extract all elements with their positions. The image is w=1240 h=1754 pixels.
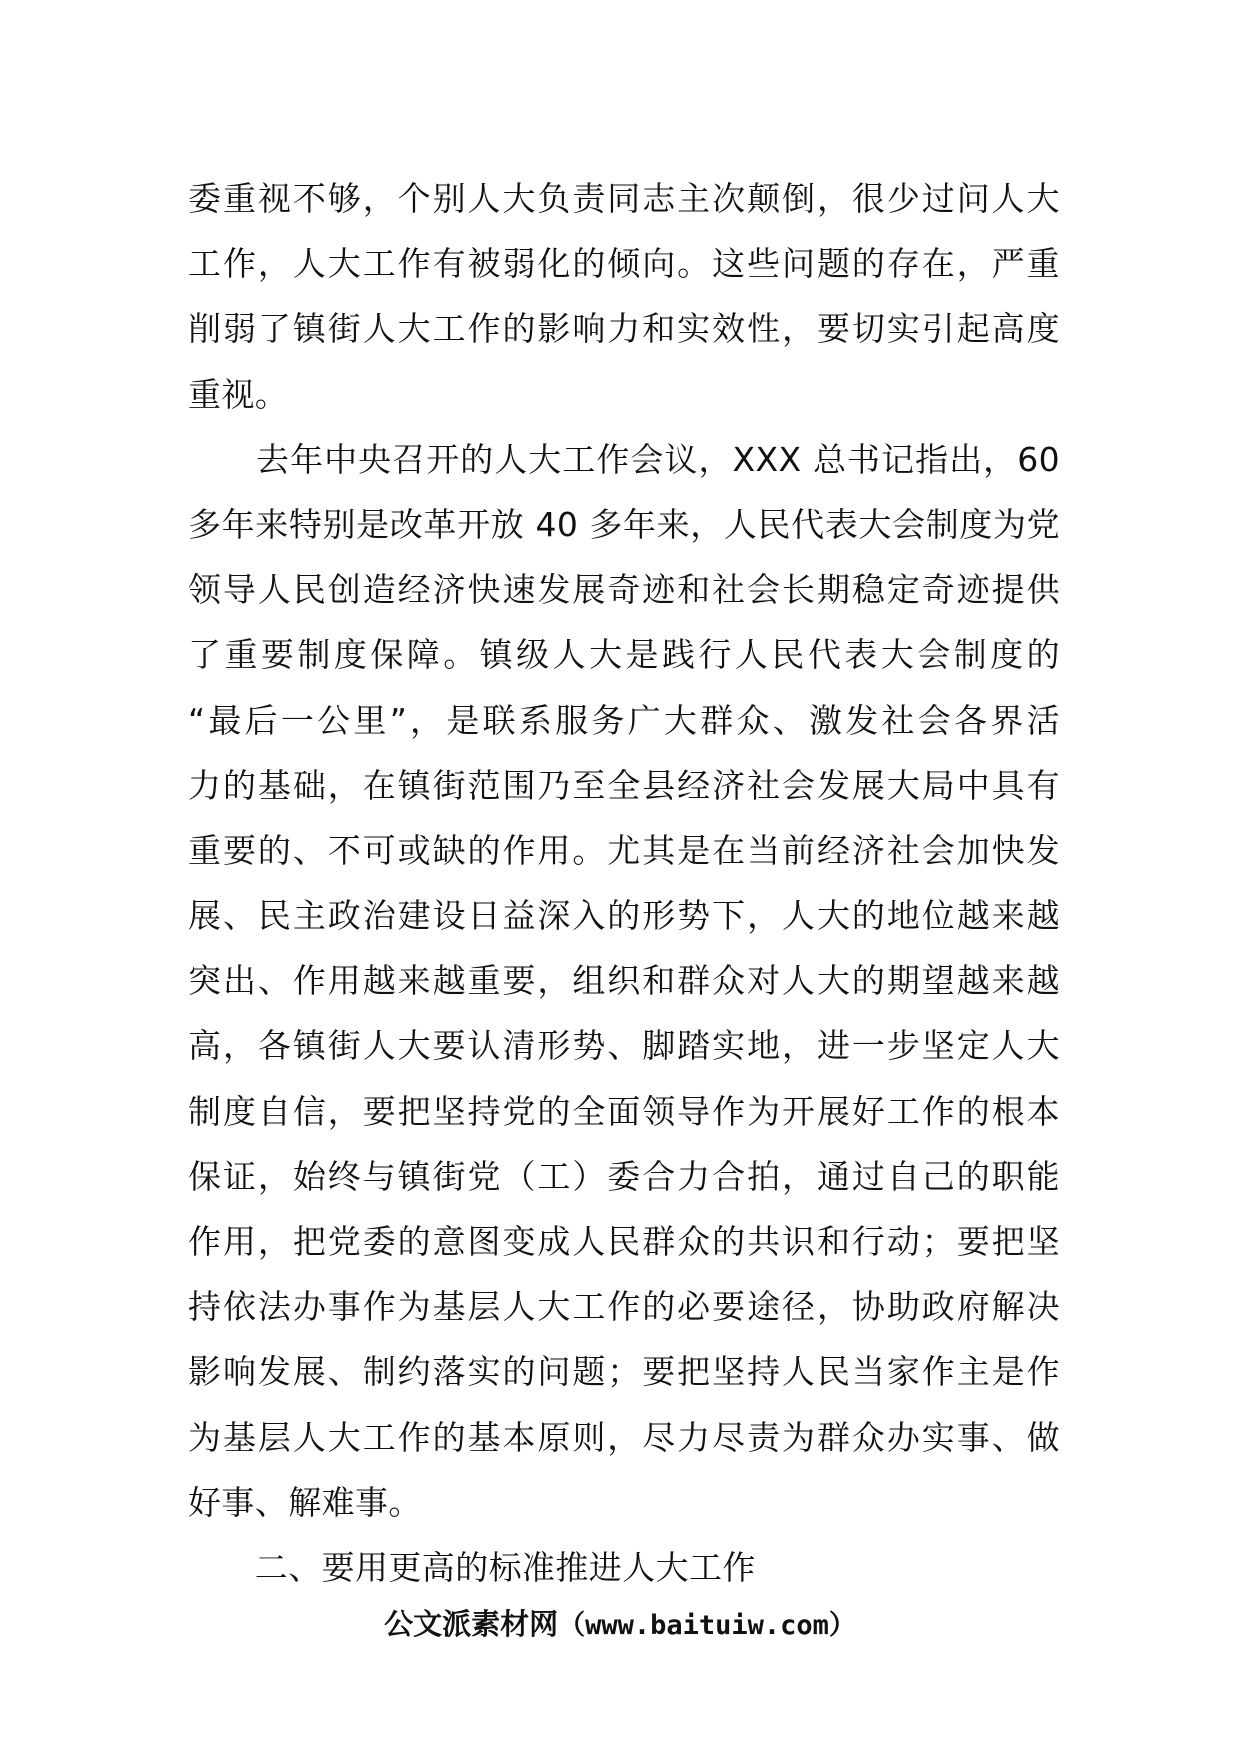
text-line: 持依法办事作为基层人大工作的必要途径，协助政府解决 (188, 1287, 1060, 1327)
text-line: 去年中央召开的人大工作会议，XXX 总书记指出，60 (188, 439, 1060, 479)
text-line: 突出、作用越来越重要，组织和群众对人大的期望越来越 (188, 961, 1060, 1001)
text-line: 削弱了镇街人大工作的影响力和实效性，要切实引起高度 (188, 309, 1060, 349)
document-body (188, 166, 1060, 1600)
text-line: 多年来特别是改革开放 40 多年来，人民代表大会制度为党 (188, 504, 1060, 544)
footer-url: （www.baituiw.com） (558, 1610, 856, 1641)
text-line: 领导人民创造经济快速发展奇迹和社会长期稳定奇迹提供 (188, 570, 1060, 610)
footer-watermark (0, 1604, 1240, 1646)
text-line: 保证，始终与镇街党（工）委合力合拍，通过自己的职能 (188, 1156, 1060, 1196)
text-line: 作用，把党委的意图变成人民群众的共识和行动；要把坚 (188, 1222, 1060, 1261)
text-line: 重要的、不可或缺的作用。尤其是在当前经济社会加快发 (188, 830, 1060, 870)
text-line: “最后一公里”，是联系服务广大群众、激发社会各界活 (188, 700, 1060, 740)
footer-site-name: 公文派素材网 (384, 1607, 559, 1641)
text-line: 力的基础，在镇街范围乃至全县经济社会发展大局中具有 (188, 765, 1060, 805)
text-line: 制度自信，要把坚持党的全面领导作为开展好工作的根本 (188, 1091, 1060, 1131)
text-line: 好事、解难事。 (188, 1482, 422, 1522)
text-line: 影响发展、制约落实的问题；要把坚持人民当家作主是作 (188, 1352, 1060, 1392)
text-line: 展、民主政治建设日益深入的形势下，人大的地位越来越 (188, 896, 1060, 936)
section-heading: 二、要用更高的标准推进人大工作 (188, 1547, 756, 1587)
text-line: 重视。 (188, 374, 289, 414)
text-line: 委重视不够，个别人大负责同志主次颠倒，很少过问人大 (188, 179, 1060, 218)
text-line: 工作，人大工作有被弱化的倾向。这些问题的存在，严重 (188, 244, 1060, 284)
text-line: 了重要制度保障。镇级人大是践行人民代表大会制度的 (188, 635, 1060, 675)
text-line: 高，各镇街人大要认清形势、脚踏实地，进一步坚定人大 (188, 1026, 1060, 1066)
text-line: 为基层人大工作的基本原则，尽力尽责为群众办实事、做 (188, 1417, 1060, 1457)
